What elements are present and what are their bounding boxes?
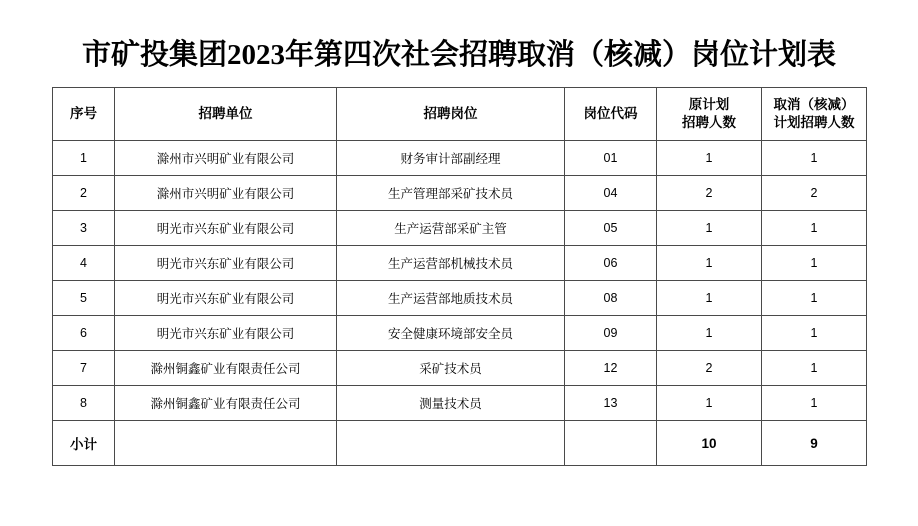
table-row <box>53 176 867 211</box>
cell-unit: 滁州铜鑫矿业有限责任公司 <box>115 351 337 386</box>
table-row <box>53 246 867 281</box>
cell-seq: 8 <box>53 386 115 421</box>
table-row <box>53 386 867 421</box>
cell-total-code <box>565 421 657 466</box>
cell-original-plan: 1 <box>657 386 762 421</box>
cell-code: 01 <box>565 141 657 176</box>
cell-original-plan: 2 <box>657 351 762 386</box>
table-body <box>53 141 867 466</box>
column-header-original-plan-line2: 招聘人数 <box>682 115 736 130</box>
cell-code: 06 <box>565 246 657 281</box>
cell-code: 13 <box>565 386 657 421</box>
cell-original-plan: 1 <box>657 246 762 281</box>
cell-post: 财务审计部副经理 <box>337 141 565 176</box>
cell-total-original-plan: 10 <box>657 421 762 466</box>
cell-original-plan: 2 <box>657 176 762 211</box>
cell-cancelled-plan: 1 <box>762 211 867 246</box>
cell-unit: 明光市兴东矿业有限公司 <box>115 316 337 351</box>
column-header-post: 招聘岗位 <box>337 88 565 141</box>
column-header-original-plan-line1: 原计划 <box>688 97 730 113</box>
table-row <box>53 141 867 176</box>
column-header-cancelled-plan <box>762 88 867 141</box>
column-header-code: 岗位代码 <box>565 88 657 141</box>
column-header-cancelled-plan-line1: 取消（核减） <box>773 97 855 113</box>
table-row <box>53 281 867 316</box>
cell-post: 安全健康环境部安全员 <box>337 316 565 351</box>
cell-seq: 1 <box>53 141 115 176</box>
cell-total-post <box>337 421 565 466</box>
cell-post: 生产运营部地质技术员 <box>337 281 565 316</box>
page-title: 市矿投集团2023年第四次社会招聘取消（核减）岗位计划表 <box>81 39 836 71</box>
cell-cancelled-plan: 1 <box>762 281 867 316</box>
cell-post: 采矿技术员 <box>337 351 565 386</box>
cell-post: 测量技术员 <box>337 386 565 421</box>
table-header-row <box>53 88 867 141</box>
cell-seq: 2 <box>53 176 115 211</box>
cell-seq: 4 <box>53 246 115 281</box>
recruitment-plan-table <box>52 87 867 466</box>
table-row <box>53 351 867 386</box>
cell-code: 05 <box>565 211 657 246</box>
cell-unit: 滁州市兴明矿业有限公司 <box>115 176 337 211</box>
cell-cancelled-plan: 1 <box>762 316 867 351</box>
table-container <box>52 87 866 466</box>
cell-total-label: 小计 <box>53 421 115 466</box>
cell-unit: 滁州铜鑫矿业有限责任公司 <box>115 386 337 421</box>
cell-cancelled-plan: 1 <box>762 246 867 281</box>
cell-code: 12 <box>565 351 657 386</box>
table-header <box>53 88 867 141</box>
cell-seq: 5 <box>53 281 115 316</box>
column-header-seq: 序号 <box>53 88 115 141</box>
cell-seq: 3 <box>53 211 115 246</box>
column-header-unit: 招聘单位 <box>115 88 337 141</box>
table-total-row <box>53 421 867 466</box>
cell-code: 04 <box>565 176 657 211</box>
cell-original-plan: 1 <box>657 211 762 246</box>
column-header-cancelled-plan-line2: 计划招聘人数 <box>773 115 855 130</box>
cell-original-plan: 1 <box>657 141 762 176</box>
cell-original-plan: 1 <box>657 316 762 351</box>
column-header-original-plan <box>657 88 762 141</box>
table-row <box>53 211 867 246</box>
cell-unit: 明光市兴东矿业有限公司 <box>115 246 337 281</box>
cell-code: 08 <box>565 281 657 316</box>
cell-cancelled-plan: 2 <box>762 176 867 211</box>
cell-post: 生产管理部采矿技术员 <box>337 176 565 211</box>
cell-post: 生产运营部采矿主管 <box>337 211 565 246</box>
cell-seq: 6 <box>53 316 115 351</box>
cell-code: 09 <box>565 316 657 351</box>
cell-unit: 滁州市兴明矿业有限公司 <box>115 141 337 176</box>
cell-cancelled-plan: 1 <box>762 141 867 176</box>
cell-cancelled-plan: 1 <box>762 351 867 386</box>
cell-unit: 明光市兴东矿业有限公司 <box>115 211 337 246</box>
cell-cancelled-plan: 1 <box>762 386 867 421</box>
cell-total-cancelled-plan: 9 <box>762 421 867 466</box>
cell-original-plan: 1 <box>657 281 762 316</box>
table-row <box>53 316 867 351</box>
cell-post: 生产运营部机械技术员 <box>337 246 565 281</box>
cell-seq: 7 <box>53 351 115 386</box>
cell-unit: 明光市兴东矿业有限公司 <box>115 281 337 316</box>
cell-total-unit <box>115 421 337 466</box>
